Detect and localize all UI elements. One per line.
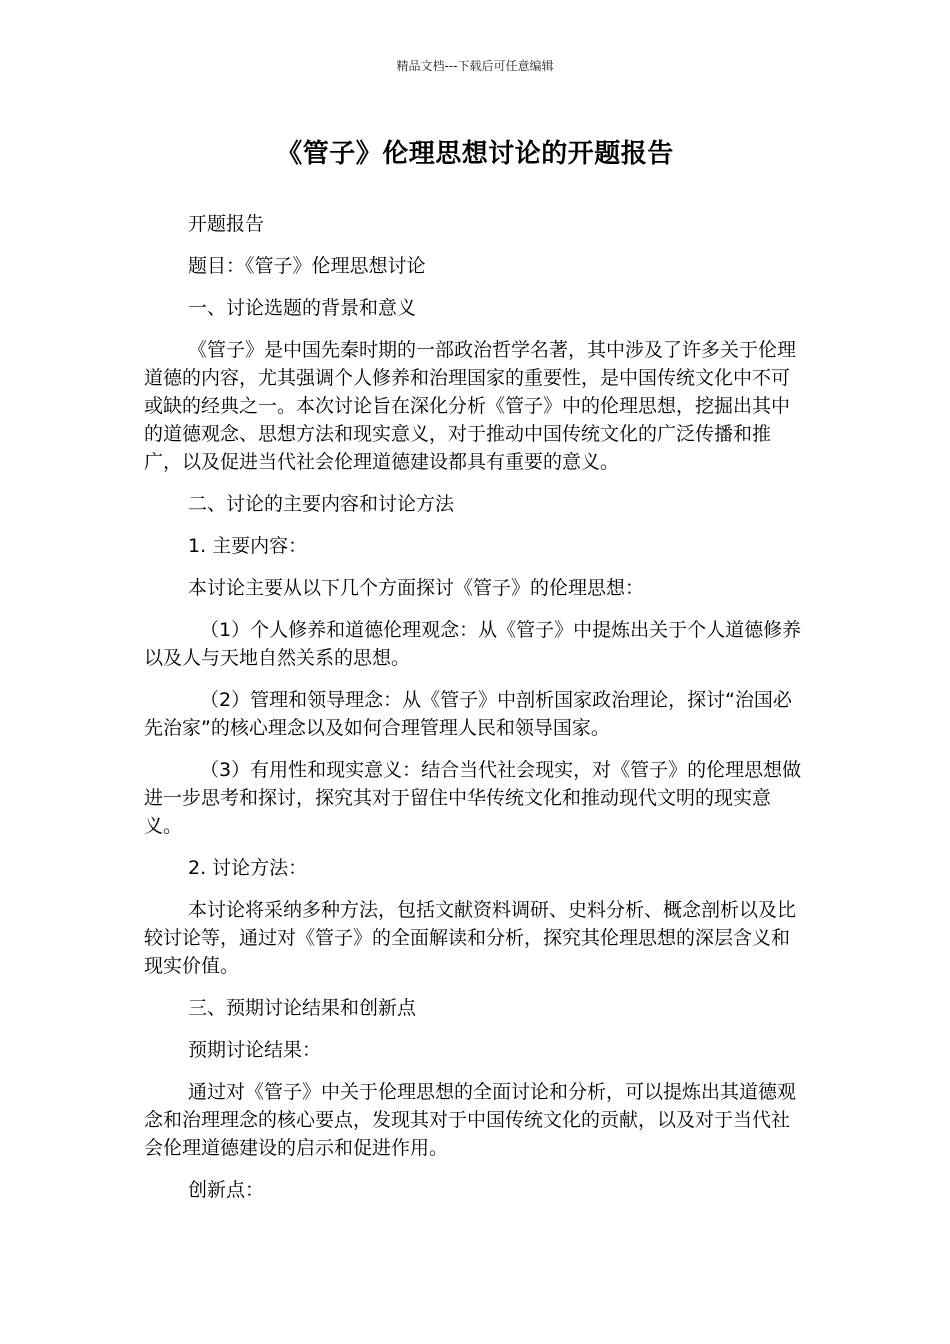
- section-heading-1: 一、讨论选题的背景和意义: [188, 297, 417, 319]
- method-paragraph: 本讨论将采纳多种方法，包括文献资料调研、史料分析、概念剖析以及比较讨论等，通过对《管子》的全面解读和分析，探究其伦理思想的深层含义和现实价值。: [144, 899, 797, 977]
- document-title: 《管子》伦理思想讨论的开题报告: [276, 139, 674, 169]
- background-paragraph: 《管子》是中国先秦时期的一部政治哲学名著，其中涉及了许多关于伦理道德的内容，尤其强调个人修养和治理国家的重要性，是中国传统文化中不可或缺的经典之一。本次讨论旨在深化分析《管子》中的伦理思想，挖掘出其中的道德观念、思想方法和现实意义，对于推动中国传统文化的广泛传播和推广，以及促进当代社会伦理道德建设都具有重要的意义。: [144, 339, 797, 473]
- content-item-3: （3）有用性和现实意义：结合当代社会现实，对《管子》的伦理思想做进一步思考和探讨，探究其对于留住中华传统文化和推动现代文明的现实意义。: [144, 759, 802, 837]
- section-label: 开题报告: [188, 213, 265, 235]
- subheading-main-content: 1. 主要内容：: [188, 535, 308, 557]
- content-item-2: （2）管理和领导理念：从《管子》中剖析国家政治理论，探讨“治国必先治家”的核心理念以及如何合理管理人民和领导国家。: [144, 689, 792, 739]
- subheading-innovation: 创新点：: [188, 1179, 265, 1201]
- document-body: [144, 210, 806, 1218]
- section-heading-3: 三、预期讨论结果和创新点: [188, 997, 417, 1019]
- topic-line: 题目：《管子》伦理思想讨论: [188, 255, 426, 277]
- section-heading-2: 二、讨论的主要内容和讨论方法: [188, 493, 455, 515]
- header-note: 精品文档---下载后可任意编辑: [396, 59, 554, 73]
- main-content-intro: 本讨论主要从以下几个方面探讨《管子》的伦理思想：: [188, 577, 645, 599]
- subheading-method: 2. 讨论方法：: [188, 857, 308, 879]
- expected-results-paragraph: 通过对《管子》中关于伦理思想的全面讨论和分析，可以提炼出其道德观念和治理理念的核心要点，发现其对于中国传统文化的贡献，以及对于当代社会伦理道德建设的启示和促进作用。: [144, 1081, 797, 1159]
- subheading-expected-results: 预期讨论结果：: [188, 1039, 322, 1061]
- content-item-1: （1）个人修养和道德伦理观念：从《管子》中提炼出关于个人道德修养以及人与天地自然关系的思想。: [144, 619, 802, 669]
